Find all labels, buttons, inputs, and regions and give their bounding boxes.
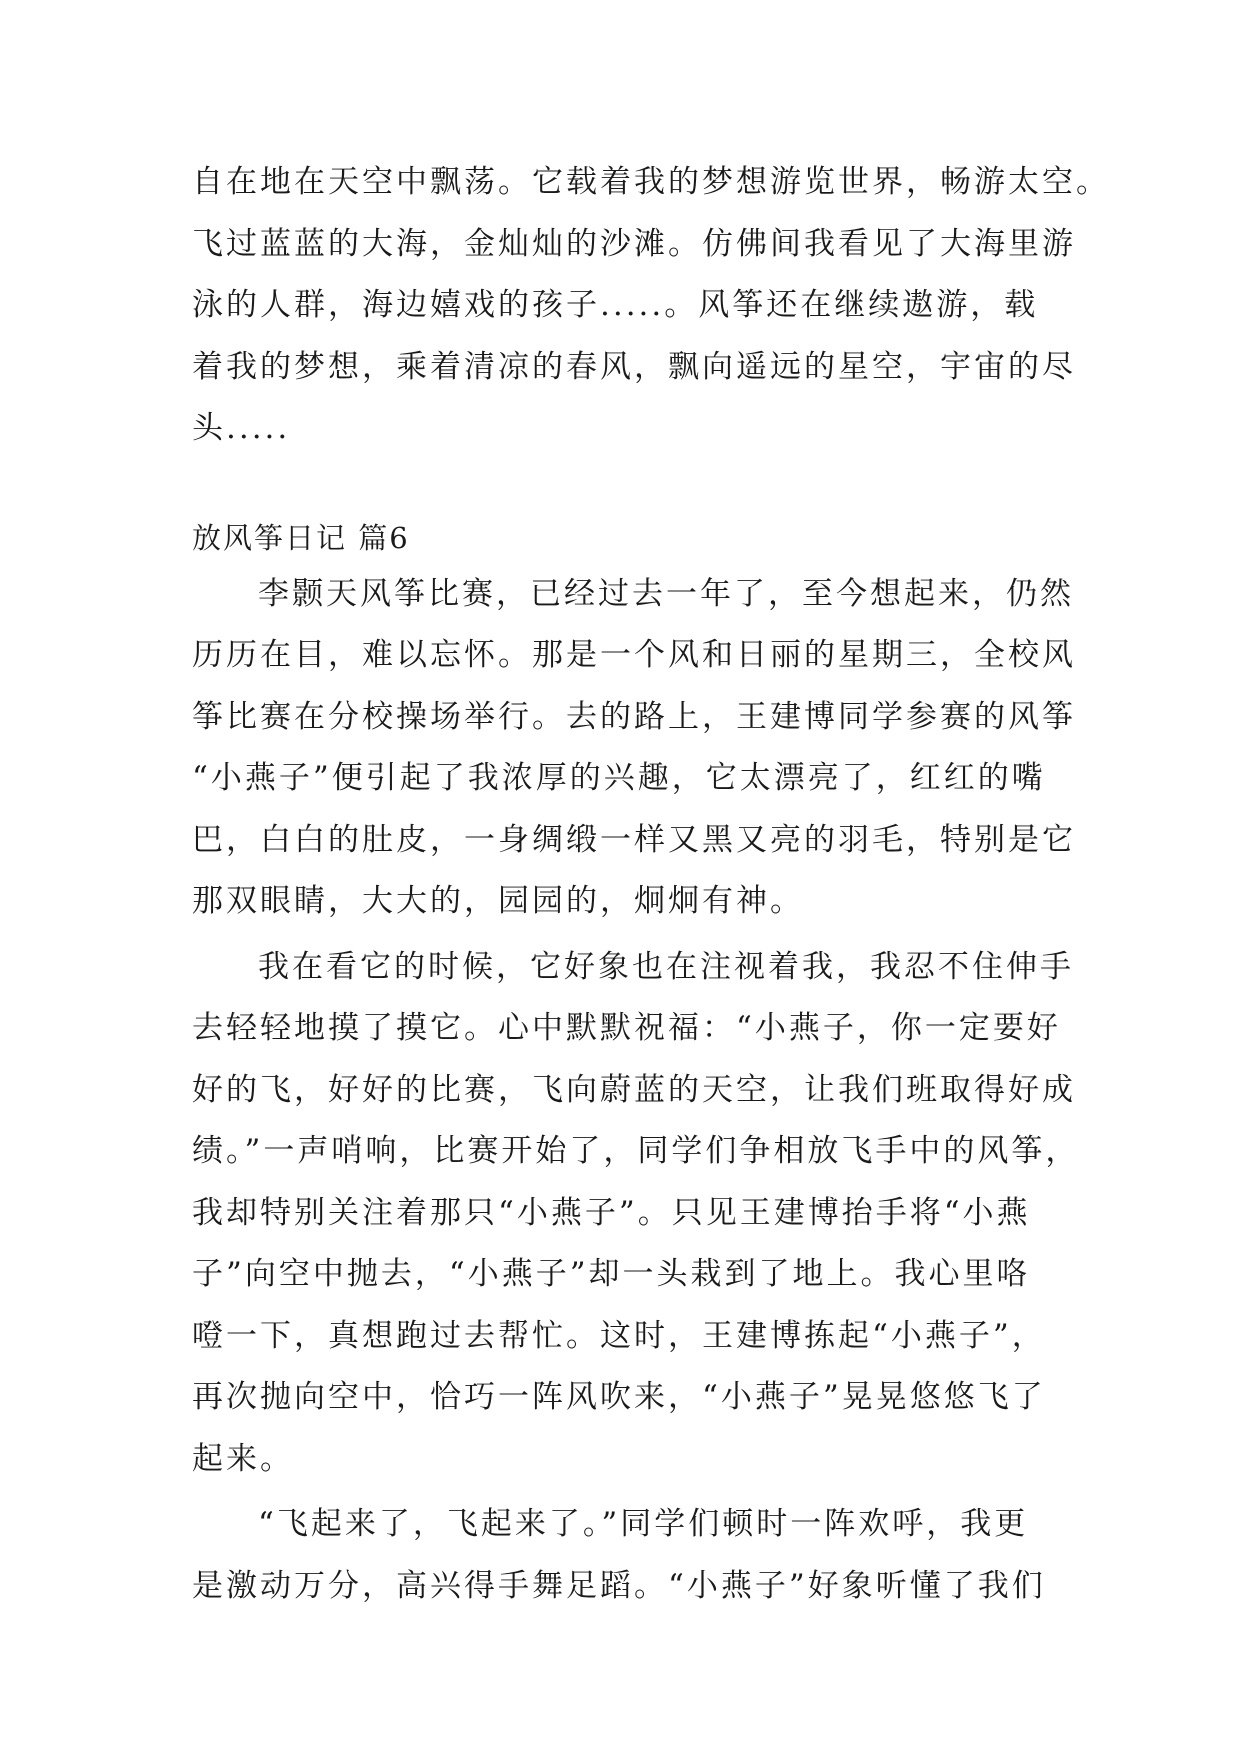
text-line: 自在地在天空中飘荡。它载着我的梦想游览世界，畅游太空。 [192,164,1110,200]
text-line: 那双眼睛，大大的，园园的，炯炯有神。 [192,883,804,919]
text-line: 头..... [192,410,291,446]
text-line: 子”向空中抛去，“小燕子”却一头栽到了地上。我心里咯 [192,1256,1031,1292]
text-line: 起来。 [192,1440,294,1477]
text-line: 泳的人群，海边嬉戏的孩子.....。风筝还在继续遨游，载 [192,287,1039,323]
text-line: 我在看它的时候，它好象也在注视着我，我忍不住伸手 [258,948,1074,985]
body-paragraph [192,937,1080,1491]
body-paragraph [192,564,1076,933]
text-line: “小燕子”便引起了我浓厚的兴趣，它太漂亮了，红红的嘴 [192,760,1046,796]
text-line: 筝比赛在分校操场举行。去的路上，王建博同学参赛的风筝 [192,698,1076,735]
text-line: 再次抛向空中，恰巧一阵风吹来，“小燕子”晃晃悠悠飞了 [192,1379,1046,1415]
body-paragraph [192,1494,1062,1617]
text-line: 绩。”一声哨响，比赛开始了，同学们争相放飞手中的风筝， [192,1133,1080,1169]
document-body [192,152,1110,1617]
text-line: 我却特别关注着那只“小燕子”。只见王建博抬手将“小燕 [192,1194,1031,1231]
text-line: 李颢天风筝比赛，已经过去一年了，至今想起来，仍然 [258,575,1074,612]
text-line: “飞起来了，飞起来了。”同学们顿时一阵欢呼，我更 [258,1506,1029,1542]
text-line: 是激动万分，高兴得手舞足蹈。“小燕子”好象听懂了我们 [192,1567,1046,1604]
section-title: 放风筝日记 篇6 [192,520,410,555]
text-line: 历历在目，难以忘怀。那是一个风和日丽的星期三，全校风 [192,637,1076,673]
text-line: 巴，白白的肚皮，一身绸缎一样又黑又亮的羽毛，特别是它 [192,821,1076,858]
text-line: 去轻轻地摸了摸它。心中默默祝福：“小燕子，你一定要好 [192,1010,1061,1046]
continuation-paragraph [192,152,1110,460]
text-line: 飞过蓝蓝的大海，金灿灿的沙滩。仿佛间我看见了大海里游 [192,225,1076,262]
text-line: 着我的梦想，乘着清凉的春风，飘向遥远的星空，宇宙的尽 [192,348,1076,385]
text-line: 好的飞，好好的比赛，飞向蔚蓝的天空，让我们班取得好成 [192,1071,1076,1108]
text-line: 噔一下，真想跑过去帮忙。这时，王建博拣起“小燕子”， [192,1317,1046,1354]
